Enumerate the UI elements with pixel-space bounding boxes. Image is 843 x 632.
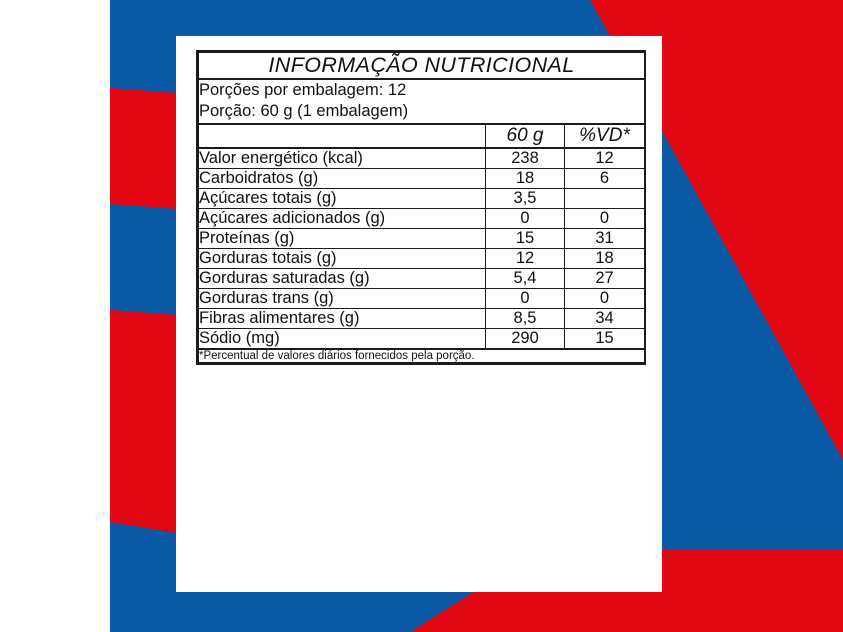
nutrient-name: Fibras alimentares (g): [199, 308, 486, 328]
nutrient-amount: 5,4: [486, 268, 565, 288]
table-row: [199, 148, 645, 169]
nutrient-name: Carboidratos (g): [199, 168, 486, 188]
column-header-daily-value: %VD*: [565, 124, 645, 148]
nutrient-amount: 3,5: [486, 188, 565, 208]
nutrition-title: INFORMAÇÃO NUTRICIONAL: [199, 53, 645, 80]
nutrient-daily-value: 0: [565, 288, 645, 308]
nutrient-name: Valor energético (kcal): [199, 148, 486, 169]
column-header-name: [199, 124, 486, 148]
nutrient-daily-value: 6: [565, 168, 645, 188]
nutrient-daily-value: 27: [565, 268, 645, 288]
table-row: [199, 248, 645, 268]
table-row-portion: [199, 79, 645, 124]
nutrient-daily-value: 12: [565, 148, 645, 169]
portion-info: [199, 79, 645, 124]
table-row: [199, 208, 645, 228]
nutrient-name: Açúcares totais (g): [199, 188, 486, 208]
nutrient-daily-value: 18: [565, 248, 645, 268]
footnote-text: *Percentual de valores diários fornecidos pela porção.: [199, 349, 645, 363]
nutrient-amount: 0: [486, 288, 565, 308]
table-row: [199, 228, 645, 248]
table-row: [199, 308, 645, 328]
table-row: [199, 328, 645, 349]
portion-size: Porção: 60 g (1 embalagem): [199, 102, 409, 121]
table-row-title: [199, 53, 645, 80]
nutrient-daily-value: 31: [565, 228, 645, 248]
nutrition-label-panel: [176, 36, 662, 592]
nutrient-amount: 18: [486, 168, 565, 188]
table-row: [199, 168, 645, 188]
nutrient-amount: 12: [486, 248, 565, 268]
nutrient-name: Sódio (mg): [199, 328, 486, 349]
nutrient-rows-body: [199, 148, 645, 349]
nutrient-amount: 15: [486, 228, 565, 248]
table-row: [199, 288, 645, 308]
table-row: [199, 188, 645, 208]
table-row: [199, 268, 645, 288]
nutrient-name: Gorduras saturadas (g): [199, 268, 486, 288]
nutrient-name: Gorduras trans (g): [199, 288, 486, 308]
nutrient-name: Proteínas (g): [199, 228, 486, 248]
column-header-amount: 60 g: [486, 124, 565, 148]
portions-per-package: Porções por embalagem: 12: [199, 81, 407, 99]
nutrient-amount: 290: [486, 328, 565, 349]
nutrient-daily-value: [565, 188, 645, 208]
nutrient-daily-value: 15: [565, 328, 645, 349]
nutrient-name: Açúcares adicionados (g): [199, 208, 486, 228]
table-header-row: [199, 124, 645, 148]
nutrient-daily-value: 34: [565, 308, 645, 328]
nutrition-facts-table: [196, 50, 646, 365]
nutrient-name: Gorduras totais (g): [199, 248, 486, 268]
table-row-footnote: [199, 349, 645, 363]
nutrient-amount: 0: [486, 208, 565, 228]
nutrient-amount: 238: [486, 148, 565, 169]
nutrient-amount: 8,5: [486, 308, 565, 328]
nutrient-daily-value: 0: [565, 208, 645, 228]
